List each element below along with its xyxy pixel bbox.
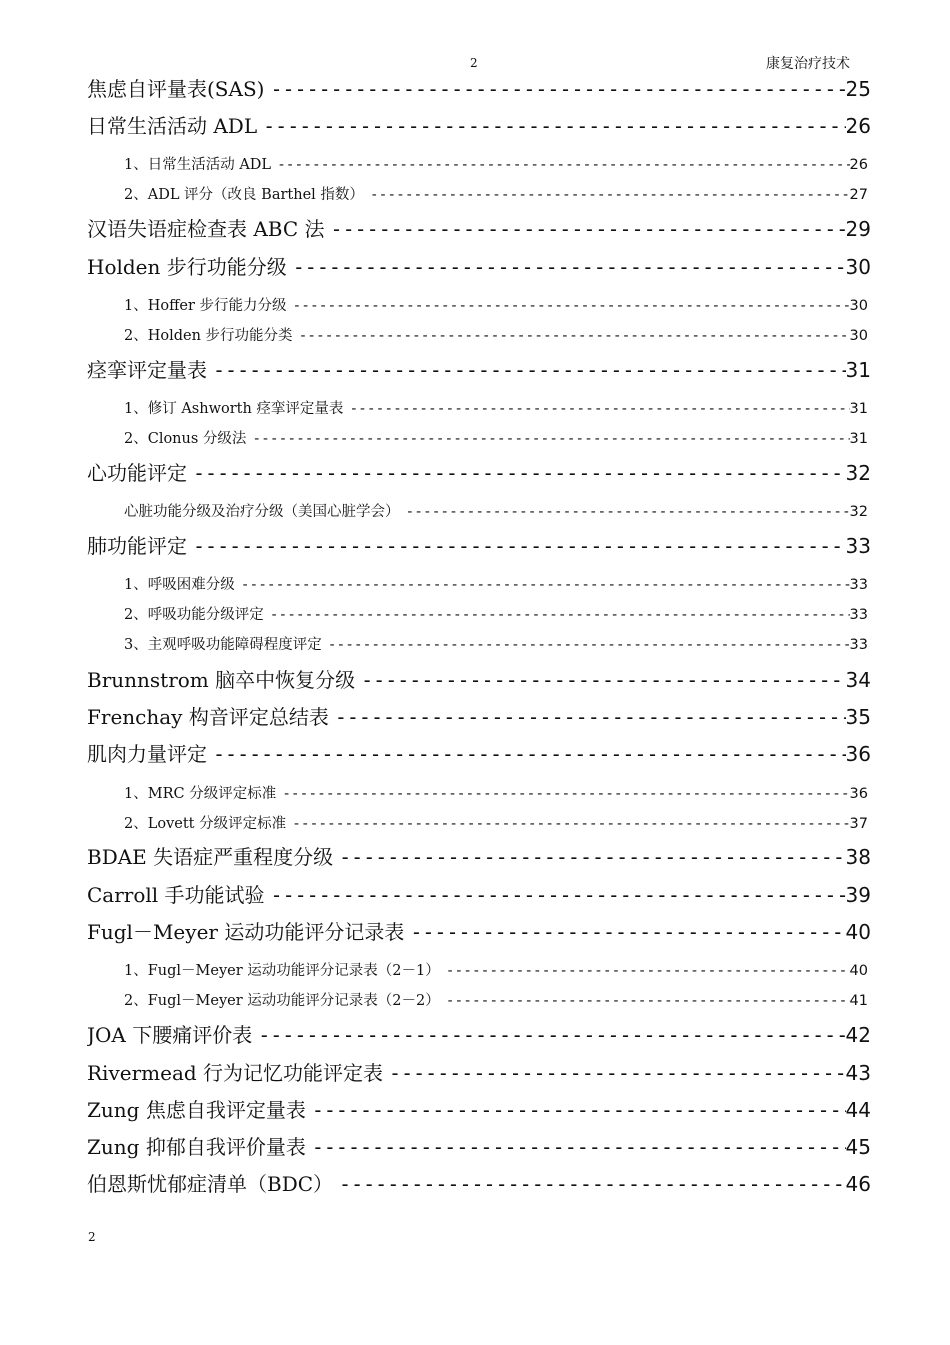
- toc-entry-page: 36: [845, 742, 871, 766]
- toc-leader-dashes: [193, 534, 846, 558]
- toc-entry-title: 3、主观呼吸功能障碍程度评定: [124, 637, 322, 653]
- toc-leader-dashes: [312, 1135, 846, 1159]
- toc-leader-dashes: [252, 431, 849, 447]
- toc-leader-dashes: [446, 963, 850, 979]
- toc-entry-page: 26: [849, 157, 868, 173]
- toc-entry-page: 42: [845, 1023, 871, 1047]
- toc-entry-page: 31: [849, 401, 868, 417]
- toc-entry[interactable]: [87, 1131, 871, 1161]
- toc-entry-title: 1、呼吸困难分级: [124, 577, 235, 593]
- toc-entry-title: Zung 抑郁自我评价量表: [87, 1135, 306, 1159]
- toc-entry[interactable]: [124, 573, 868, 595]
- toc-entry-page: 27: [849, 187, 868, 203]
- toc-entry-title: 心脏功能分级及治疗分级（美国心脏学会）: [124, 504, 400, 520]
- toc-entry-page: 31: [849, 431, 868, 447]
- toc-entry-page: 35: [845, 705, 871, 729]
- toc-leader-dashes: [213, 742, 846, 766]
- toc-entry-page: 44: [845, 1098, 871, 1122]
- toc-entry[interactable]: [87, 251, 871, 281]
- toc-leader-dashes: [193, 461, 846, 485]
- toc-entry-title: JOA 下腰痛评价表: [87, 1023, 253, 1047]
- toc-entry-page: 33: [849, 577, 868, 593]
- toc-leader-dashes: [339, 845, 845, 869]
- toc-entry[interactable]: [87, 1057, 871, 1087]
- toc-leader-dashes: [361, 668, 845, 692]
- toc-entry-title: 1、Hoffer 步行能力分级: [124, 298, 287, 314]
- toc-entry[interactable]: [87, 1019, 871, 1049]
- toc-entry[interactable]: [87, 354, 871, 384]
- toc-leader-dashes: [331, 217, 846, 241]
- toc-leader-dashes: [299, 328, 850, 344]
- toc-entry[interactable]: [87, 457, 871, 487]
- toc-leader-dashes: [370, 187, 850, 203]
- toc-entry-title: BDAE 失语症严重程度分级: [87, 845, 334, 869]
- toc-entry[interactable]: [124, 294, 868, 316]
- toc-entry[interactable]: [124, 324, 868, 346]
- toc-leader-dashes: [446, 993, 850, 1009]
- toc-entry-page: 29: [845, 217, 871, 241]
- toc-entry-page: 46: [845, 1172, 871, 1196]
- toc-leader-dashes: [410, 920, 845, 944]
- toc-leader-dashes: [293, 298, 850, 314]
- toc-leader-dashes: [339, 1172, 846, 1196]
- toc-entry-title: 2、Lovett 分级评定标准: [124, 816, 287, 832]
- toc-entry[interactable]: [87, 664, 871, 694]
- toc-entry-page: 33: [845, 534, 871, 558]
- toc-entry-page: 37: [849, 816, 868, 832]
- toc-entry-title: 肌肉力量评定: [87, 742, 207, 766]
- toc-leader-dashes: [293, 255, 846, 279]
- toc-entry[interactable]: [87, 879, 871, 909]
- toc-entry-page: 38: [845, 845, 871, 869]
- header-title: 康复治疗技术: [766, 56, 850, 72]
- toc-entry-page: 31: [845, 358, 871, 382]
- toc-entry-page: 30: [845, 255, 871, 279]
- toc-entry-page: 36: [849, 786, 868, 802]
- toc-entry[interactable]: [124, 989, 868, 1011]
- toc-entry[interactable]: [124, 153, 868, 175]
- toc-entry-page: 33: [849, 607, 868, 623]
- toc-leader-dashes: [292, 816, 849, 832]
- toc-entry[interactable]: [124, 397, 868, 419]
- toc-entry-title: 2、Clonus 分级法: [124, 431, 247, 447]
- toc-entry-title: Zung 焦虑自我评定量表: [87, 1098, 306, 1122]
- toc-entry[interactable]: [124, 633, 868, 655]
- toc-leader-dashes: [270, 77, 845, 101]
- toc-entry-page: 40: [845, 920, 871, 944]
- toc-entry[interactable]: [87, 738, 871, 768]
- toc-entry-page: 45: [845, 1135, 871, 1159]
- toc-leader-dashes: [258, 1023, 845, 1047]
- toc-entry-title: Carroll 手功能试验: [87, 883, 265, 907]
- toc-entry[interactable]: [124, 427, 868, 449]
- toc-entry-page: 25: [845, 77, 871, 101]
- toc-leader-dashes: [312, 1098, 846, 1122]
- toc-entry-page: 40: [849, 963, 868, 979]
- toc-entry-title: 2、Holden 步行功能分类: [124, 328, 293, 344]
- toc-entry-title: 心功能评定: [87, 461, 187, 485]
- toc-entry-page: 39: [845, 883, 871, 907]
- toc-entry[interactable]: [87, 701, 871, 731]
- toc-leader-dashes: [349, 401, 849, 417]
- toc-leader-dashes: [328, 637, 850, 653]
- toc-entry-title: 汉语失语症检查表 ABC 法: [87, 217, 325, 241]
- toc-leader-dashes: [270, 607, 850, 623]
- toc-entry[interactable]: [124, 500, 868, 522]
- toc-entry-title: 2、Fugl－Meyer 运动功能评分记录表（2－2）: [124, 993, 440, 1009]
- toc-entry[interactable]: [124, 782, 868, 804]
- toc-entry[interactable]: [87, 916, 871, 946]
- toc-entry[interactable]: [87, 530, 871, 560]
- toc-entry-title: Holden 步行功能分级: [87, 255, 287, 279]
- toc-entry-page: 26: [845, 114, 871, 138]
- toc-entry-page: 43: [845, 1061, 871, 1085]
- toc-entry[interactable]: [87, 1168, 871, 1198]
- toc-entry-title: 痉挛评定量表: [87, 358, 207, 382]
- toc-entry[interactable]: [124, 603, 868, 625]
- toc-leader-dashes: [263, 114, 845, 138]
- toc-entry-title: Brunnstrom 脑卒中恢复分级: [87, 668, 356, 692]
- toc-leader-dashes: [271, 883, 846, 907]
- toc-entry-title: Fugl－Meyer 运动功能评分记录表: [87, 920, 405, 944]
- toc-entry-page: 32: [849, 504, 868, 520]
- toc-entry-title: 1、Fugl－Meyer 运动功能评分记录表（2－1）: [124, 963, 440, 979]
- toc-entry[interactable]: [87, 110, 871, 140]
- toc-entry-page: 34: [845, 668, 871, 692]
- toc-entry-title: 伯恩斯忧郁症清单（BDC）: [87, 1172, 334, 1196]
- footer-page-number: 2: [88, 1230, 96, 1244]
- toc-entry-title: Rivermead 行为记忆功能评定表: [87, 1061, 384, 1085]
- toc-entry-title: 焦虑自评量表(SAS): [87, 77, 265, 101]
- toc-entry[interactable]: [124, 183, 868, 205]
- toc-leader-dashes: [335, 705, 846, 729]
- toc-entry[interactable]: [87, 841, 871, 871]
- toc-entry-title: Frenchay 构音评定总结表: [87, 705, 329, 729]
- toc-leader-dashes: [282, 786, 849, 802]
- toc-entry[interactable]: [87, 213, 871, 243]
- toc-entry-title: 1、日常生活活动 ADL: [124, 157, 272, 173]
- toc-entry[interactable]: [87, 1094, 871, 1124]
- header-page-number: 2: [470, 56, 478, 70]
- toc-leader-dashes: [277, 157, 849, 173]
- toc-entry-page: 30: [849, 328, 868, 344]
- toc-entry-title: 1、修订 Ashworth 痉挛评定量表: [124, 401, 344, 417]
- toc-leader-dashes: [406, 504, 850, 520]
- toc-entry[interactable]: [87, 73, 871, 103]
- toc-entry[interactable]: [124, 959, 868, 981]
- toc-entry-page: 32: [845, 461, 871, 485]
- toc-entry-page: 30: [849, 298, 868, 314]
- toc-leader-dashes: [241, 577, 850, 593]
- toc-entry-title: 1、MRC 分级评定标准: [124, 786, 277, 802]
- toc-leader-dashes: [389, 1061, 846, 1085]
- toc-entry-page: 33: [849, 637, 868, 653]
- toc-leader-dashes: [213, 358, 846, 382]
- toc-entry-title: 日常生活活动 ADL: [87, 114, 258, 138]
- toc-entry-title: 2、ADL 评分（改良 Barthel 指数）: [124, 187, 364, 203]
- toc-entry-page: 41: [849, 993, 868, 1009]
- toc-entry-title: 肺功能评定: [87, 534, 187, 558]
- toc-entry[interactable]: [124, 812, 868, 834]
- toc-entry-title: 2、呼吸功能分级评定: [124, 607, 264, 623]
